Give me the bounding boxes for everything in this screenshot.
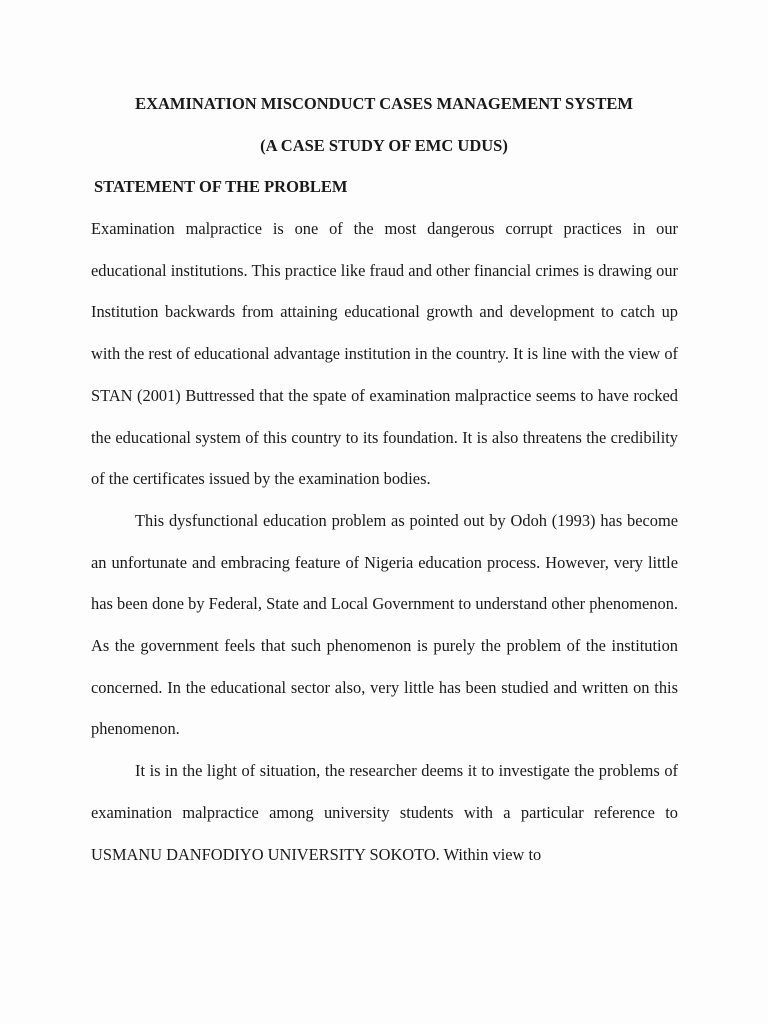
paragraph-1: Examination malpractice is one of the most dangerous corrupt practices in our educational institutions. This practice like fraud and other financial crimes is drawing our Institution backwards from attaining educational growth and development to catch up with the rest of educational advantage institution in the country. It is line with the view of STAN (2001) Buttressed that the spate of examination malpractice seems to have rocked the educational system of this country to its foundation. It is also threatens the credibility of the certificates issued by the examination bodies. bbox=[91, 219, 678, 489]
document-title: EXAMINATION MISCONDUCT CASES MANAGEMENT SYSTEM bbox=[135, 94, 633, 113]
paragraph-3: It is in the light of situation, the researcher deems it to investigate the problems of examination malpractice among university students with a particular reference to USMANU DANFODIYO UNIVERSITY SOKOTO. Within view to bbox=[91, 761, 678, 864]
section-heading: STATEMENT OF THE PROBLEM bbox=[94, 177, 348, 196]
document-body bbox=[91, 208, 678, 875]
paragraph-2: This dysfunctional education problem as pointed out by Odoh (1993) has become an unfortunate and embracing feature of Nigeria education process. However, very little has been done by Federal, State and Local Government to understand other phenomenon. As the government feels that such phenomenon is purely the problem of the institution concerned. In the educational sector also, very little has been studied and written on this phenomenon. bbox=[91, 510, 678, 739]
document-subtitle: (A CASE STUDY OF EMC UDUS) bbox=[260, 136, 508, 155]
